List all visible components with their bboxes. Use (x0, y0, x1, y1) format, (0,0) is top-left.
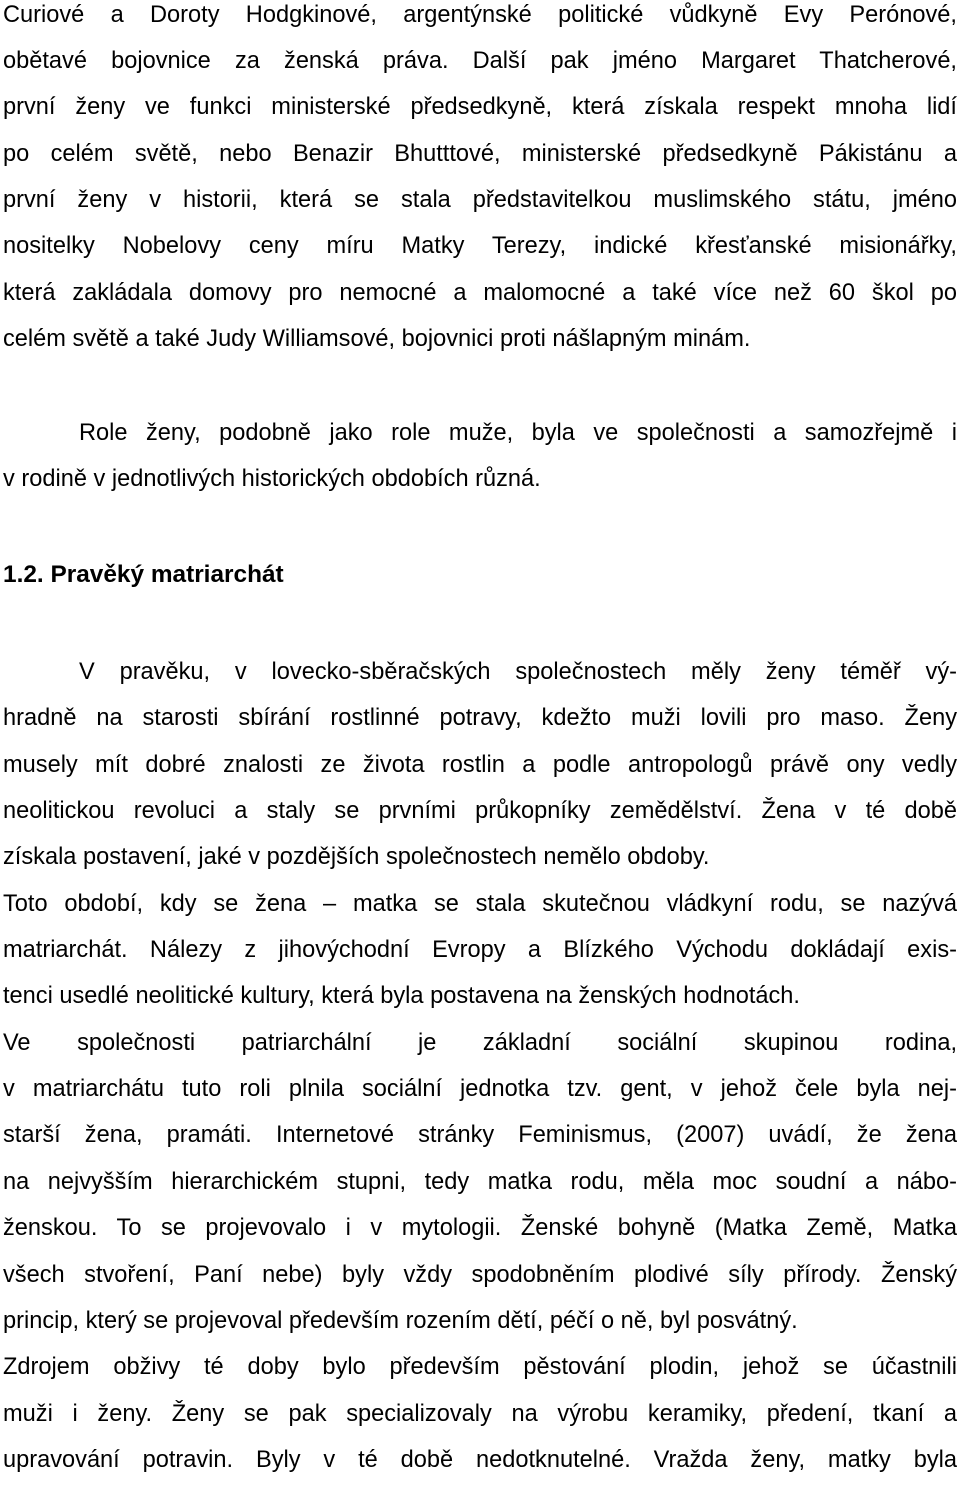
paragraph-3-line-3: musely mít dobré znalosti ze života rostlin a podle antropologů právě ony vedly (3, 752, 957, 778)
paragraph-3-line-2: hradně na starosti sbírání rostlinné potravy, kdežto muži lovili pro maso. Ženy (3, 705, 957, 731)
paragraph-3-line-18: upravování potravin. Byly v té době nedotknutelné. Vražda ženy, matky byla (3, 1447, 957, 1473)
paragraph-3-line-1: V pravěku, v lovecko-sběračských společnostech měly ženy téměř vý- (79, 659, 957, 685)
paragraph-3-line-4: neolitickou revoluci a staly se prvními průkopníky zemědělství. Žena v té době (3, 798, 957, 824)
paragraph-3-line-15: princip, který se projevoval především rozením dětí, péčí o ně, byl posvátný. (3, 1308, 798, 1334)
paragraph-3-line-8: tenci usedlé neolitické kultury, která byla postavena na ženských hodnotách. (3, 983, 800, 1009)
paragraph-2-line-2: v rodině v jednotlivých historických obdobích různá. (3, 466, 541, 492)
paragraph-2-line-1: Role ženy, podobně jako role muže, byla ve společnosti a samozřejmě i (79, 420, 957, 446)
paragraph-3-line-16: Zdrojem obživy té doby bylo především pěstování plodin, jehož se účastnili (3, 1354, 957, 1380)
paragraph-3-line-13: ženskou. To se projevovalo i v mytologii. Ženské bohyně (Matka Země, Matka (3, 1215, 957, 1241)
paragraph-3-line-11: starší žena, pramáti. Internetové stránky Feminismus, (2007) uvádí, že žena (3, 1122, 957, 1148)
paragraph-3-line-17: muži i ženy. Ženy se pak specializovaly na výrobu keramiky, předení, tkaní a (3, 1401, 957, 1427)
paragraph-1-line-4: po celém světě, nebo Benazir Bhutttové, ministerské předsedkyně Pákistánu a (3, 141, 957, 167)
paragraph-1-line-5: první ženy v historii, která se stala představitelkou muslimského státu, jméno (3, 187, 957, 213)
paragraph-3-line-6: Toto období, kdy se žena – matka se stala skutečnou vládkyní rodu, se nazývá (3, 891, 957, 917)
paragraph-3-line-12: na nejvyšším hierarchickém stupni, tedy matka rodu, měla moc soudní a nábo- (3, 1169, 957, 1195)
paragraph-3-line-7: matriarchát. Nálezy z jihovýchodní Evropy a Blízkého Východu dokládají exis- (3, 937, 957, 963)
paragraph-3-line-9: Ve společnosti patriarchální je základní sociální skupinou rodina, (3, 1030, 957, 1056)
paragraph-1-line-1: Curiové a Doroty Hodgkinové, argentýnské politické vůdkyně Evy Perónové, (3, 2, 957, 28)
paragraph-1-line-3: první ženy ve funkci ministerské předsedkyně, která získala respekt mnoha lidí (3, 94, 957, 120)
paragraph-3-line-14: všech stvoření, Paní nebe) byly vždy spodobněním plodivé síly přírody. Ženský (3, 1262, 957, 1288)
paragraph-1-line-8: celém světě a také Judy Williamsové, bojovnici proti nášlapným minám. (3, 326, 751, 352)
paragraph-1-line-7: která zakládala domovy pro nemocné a malomocné a také více než 60 škol po (3, 280, 957, 306)
paragraph-3-line-10: v matriarchátu tuto roli plnila sociální jednotka tzv. gent, v jehož čele byla nej- (3, 1076, 957, 1102)
paragraph-1-line-6: nositelky Nobelovy ceny míru Matky Terezy, indické křesťanské misionářky, (3, 233, 957, 259)
paragraph-1-line-2: obětavé bojovnice za ženská práva. Další pak jméno Margaret Thatcherové, (3, 48, 957, 74)
paragraph-3-line-5: získala postavení, jaké v pozdějších společnostech nemělo obdoby. (3, 844, 710, 870)
section-heading: 1.2. Pravěký matriarchát (3, 561, 284, 588)
